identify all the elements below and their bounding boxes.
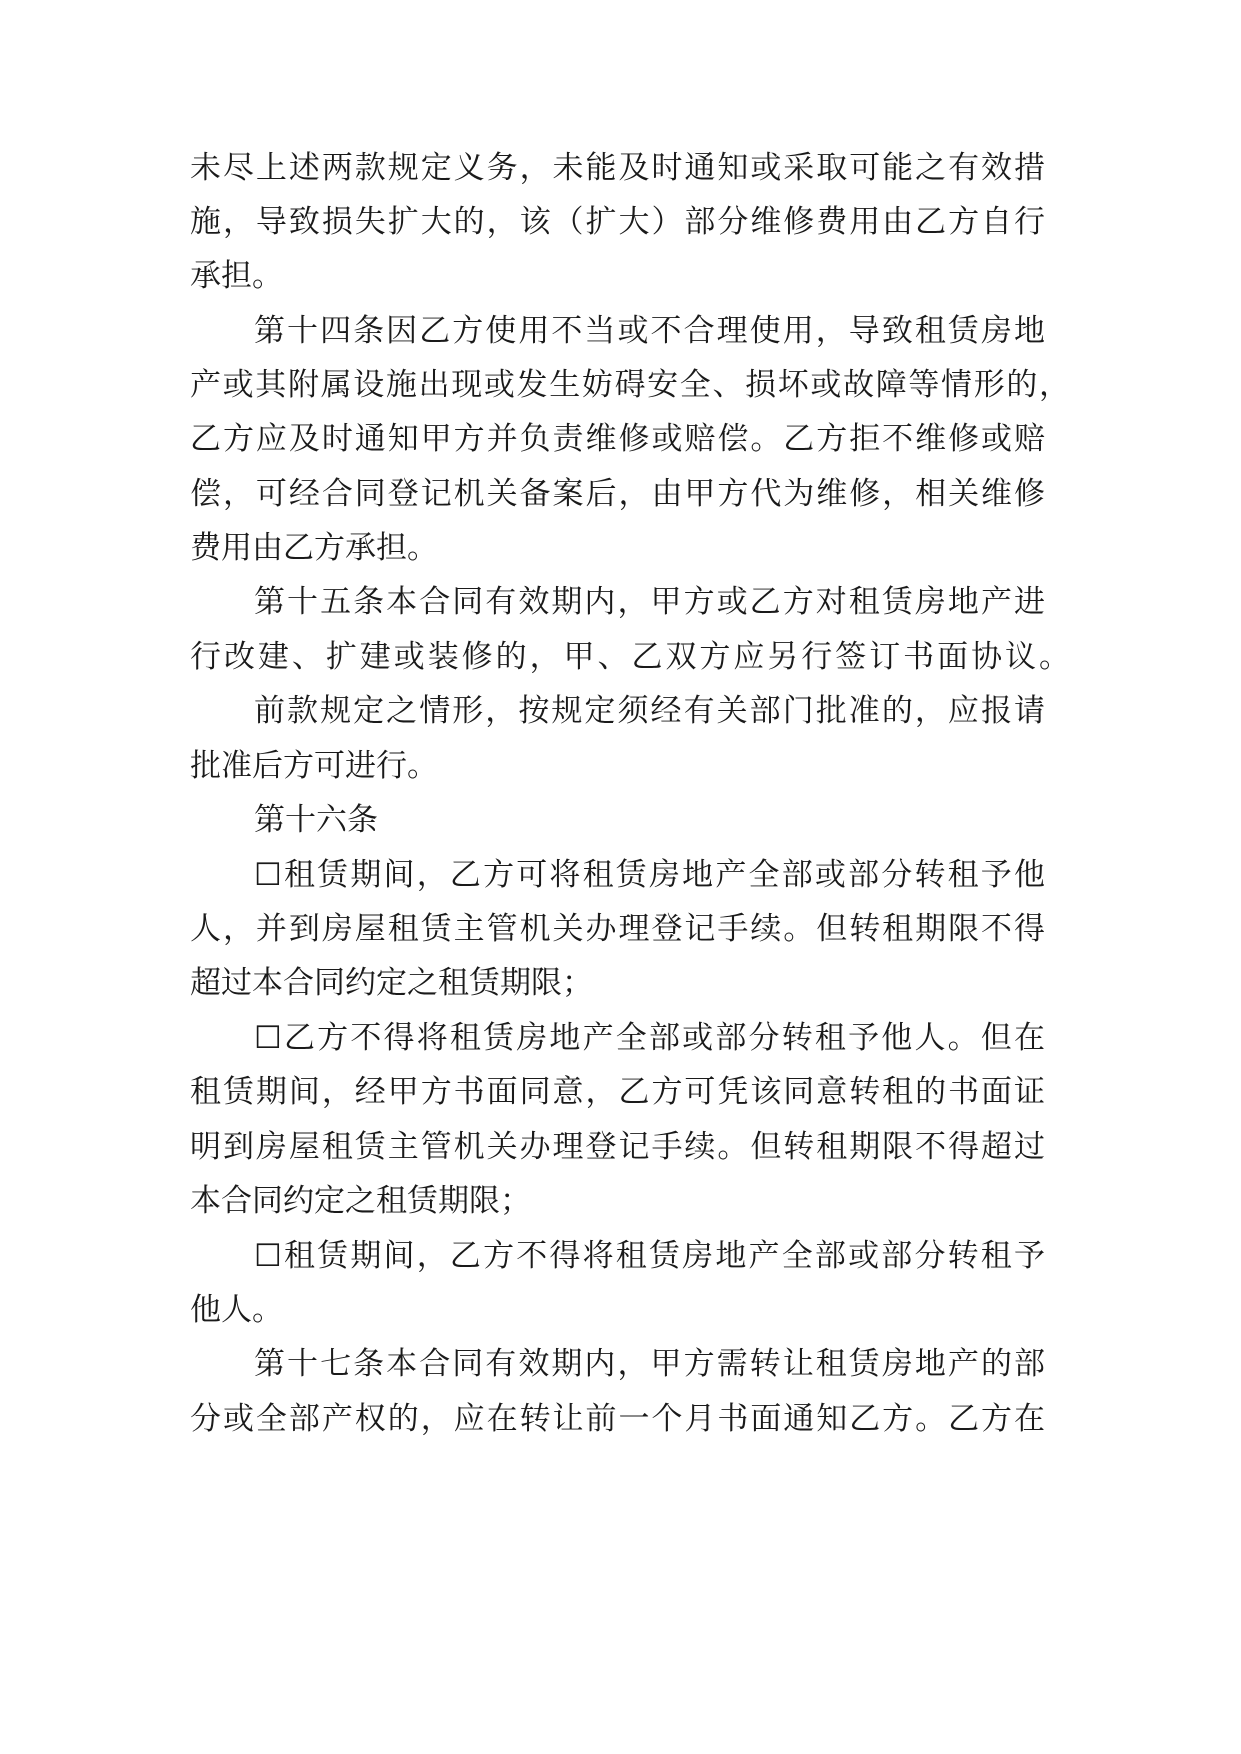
clause-14-heading-line: 第十四条因乙方使用不当或不合理使用，导致租赁房地 [254, 313, 1045, 349]
text-line: 明到房屋租赁主管机关办理登记手续。但转租期限不得超过 [190, 1129, 1045, 1165]
option-checkbox-line: ☐租赁期间，乙方可将租赁房地产全部或部分转租予他 [254, 857, 1045, 893]
clause-15-heading-line: 第十五条本合同有效期内，甲方或乙方对租赁房地产进 [254, 584, 1045, 620]
text-line: 本合同约定之租赁期限； [190, 1183, 531, 1219]
text-line: 承担。 [190, 258, 283, 294]
text-line: 行改建、扩建或装修的，甲、乙双方应另行签订书面协议。 [190, 639, 1070, 675]
text-line: 乙方应及时通知甲方并负责维修或赔偿。乙方拒不维修或赔 [190, 421, 1045, 457]
text-line: 人，并到房屋租赁主管机关办理登记手续。但转租期限不得 [190, 911, 1045, 947]
text-line: 费用由乙方承担。 [190, 530, 438, 566]
text-line: 他人。 [190, 1292, 283, 1328]
option-checkbox-line: ☐乙方不得将租赁房地产全部或部分转租予他人。但在 [254, 1020, 1045, 1056]
text-line: 偿，可经合同登记机关备案后，由甲方代为维修，相关维修 [190, 476, 1045, 512]
text-line: 超过本合同约定之租赁期限； [190, 965, 593, 1001]
clause-16-heading: 第十六条 [254, 802, 378, 838]
option-checkbox-line: ☐租赁期间，乙方不得将租赁房地产全部或部分转租予 [254, 1238, 1045, 1274]
text-line: 批准后方可进行。 [190, 748, 438, 784]
text-line: 施，导致损失扩大的，该（扩大）部分维修费用由乙方自行 [190, 204, 1045, 240]
clause-17-heading-line: 第十七条本合同有效期内，甲方需转让租赁房地产的部 [254, 1346, 1045, 1382]
text-line: 产或其附属设施出现或发生妨碍安全、损坏或故障等情形的， [190, 367, 1070, 403]
text-line: 前款规定之情形，按规定须经有关部门批准的，应报请 [254, 693, 1045, 729]
text-line: 分或全部产权的，应在转让前一个月书面通知乙方。乙方在 [190, 1401, 1045, 1437]
text-line: 租赁期间，经甲方书面同意，乙方可凭该同意转租的书面证 [190, 1074, 1045, 1110]
text-line: 未尽上述两款规定义务，未能及时通知或采取可能之有效措 [190, 150, 1045, 186]
